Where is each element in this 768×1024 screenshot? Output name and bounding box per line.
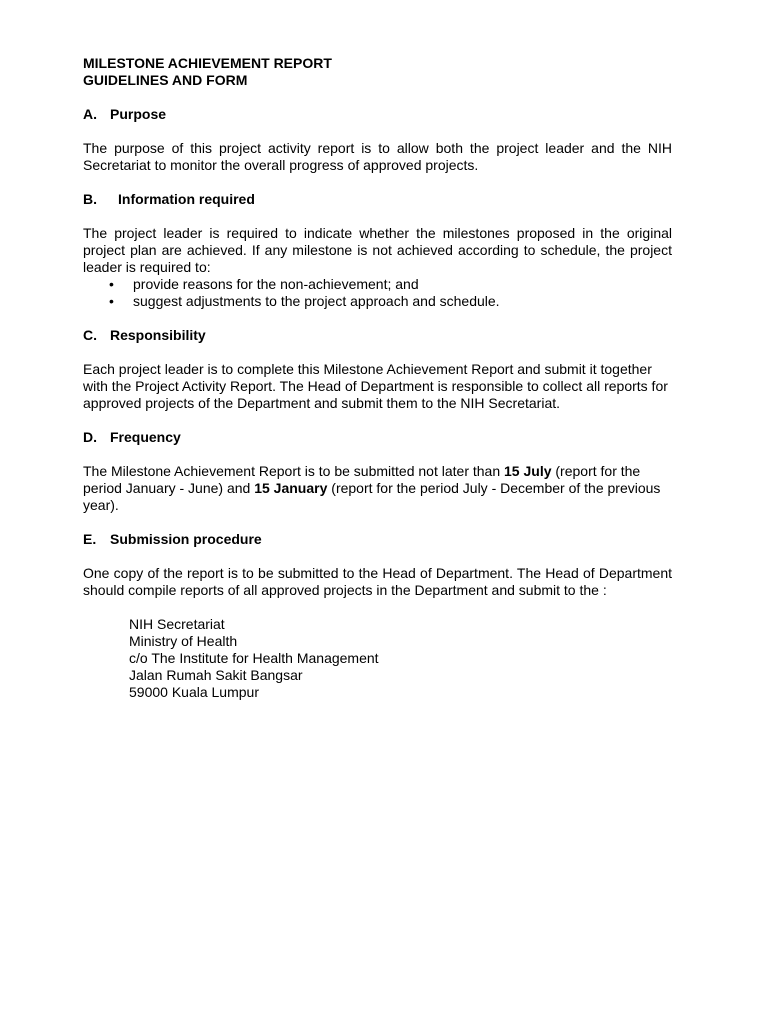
address-line: Jalan Rumah Sakit Bangsar [129, 667, 303, 683]
section-b-letter: B. [83, 191, 97, 207]
section-d-text-part-2: (report for the period January - June) and [83, 463, 641, 496]
address-line: NIH Secretariat [129, 616, 225, 632]
section-a-letter: A. [83, 106, 97, 122]
section-b-title: Information required [118, 191, 255, 207]
address-line: c/o The Institute for Health Management [129, 650, 379, 666]
section-b-bullet-list [83, 276, 672, 310]
section-b-heading [83, 191, 672, 208]
section-a-heading [83, 106, 672, 123]
list-item-text: suggest adjustments to the project approach and schedule. [133, 293, 500, 309]
deadline-january: 15 January [254, 480, 328, 496]
list-item [83, 276, 672, 293]
section-a-text: The purpose of this project activity report is to allow both the project leader and the NIH Secretariat to monitor the overall progress of approved projects. [83, 140, 672, 173]
section-e-heading [83, 531, 672, 548]
section-e-title: Submission procedure [110, 531, 262, 547]
section-b-text: The project leader is required to indicate whether the milestones proposed in the original project plan are achieved. If any milestone is not achieved according to schedule, the project leader is required to: [83, 225, 672, 275]
section-d-text-part-1: The Milestone Achievement Report is to be submitted not later than [83, 463, 505, 479]
list-item-text: provide reasons for the non-achievement; and [133, 276, 419, 292]
mailing-address [83, 616, 672, 701]
document-title-line-2: GUIDELINES AND FORM [83, 72, 248, 88]
document-page [83, 55, 672, 701]
section-c-letter: C. [83, 327, 97, 343]
section-d-letter: D. [83, 429, 97, 445]
section-d-text [83, 463, 672, 514]
section-c-text: Each project leader is to complete this Milestone Achievement Report and submit it together with the Project Activity Report. The Head of Department is responsible to collect all reports for approved projects of the Department and submit them to the NIH Secretariat. [83, 361, 668, 411]
section-a-title: Purpose [110, 106, 167, 122]
section-d-text-part-3: (report for the period July - December of the previous year). [83, 480, 661, 513]
address-line: 59000 Kuala Lumpur [129, 684, 259, 700]
document-title-line-1: MILESTONE ACHIEVEMENT REPORT [83, 55, 332, 71]
bullet-icon: • [109, 293, 114, 309]
section-e-text: One copy of the report is to be submitted to the Head of Department. The Head of Department should compile reports of all approved projects in the Department and submit to the : [83, 565, 672, 598]
address-line: Ministry of Health [129, 633, 238, 649]
section-c-heading [83, 327, 672, 344]
deadline-july: 15 July [504, 463, 552, 479]
bullet-icon: • [109, 276, 114, 292]
section-c-title: Responsibility [110, 327, 206, 343]
section-d-heading [83, 429, 672, 446]
list-item [83, 293, 672, 310]
section-d-title: Frequency [110, 429, 181, 445]
section-e-letter: E. [83, 531, 97, 547]
